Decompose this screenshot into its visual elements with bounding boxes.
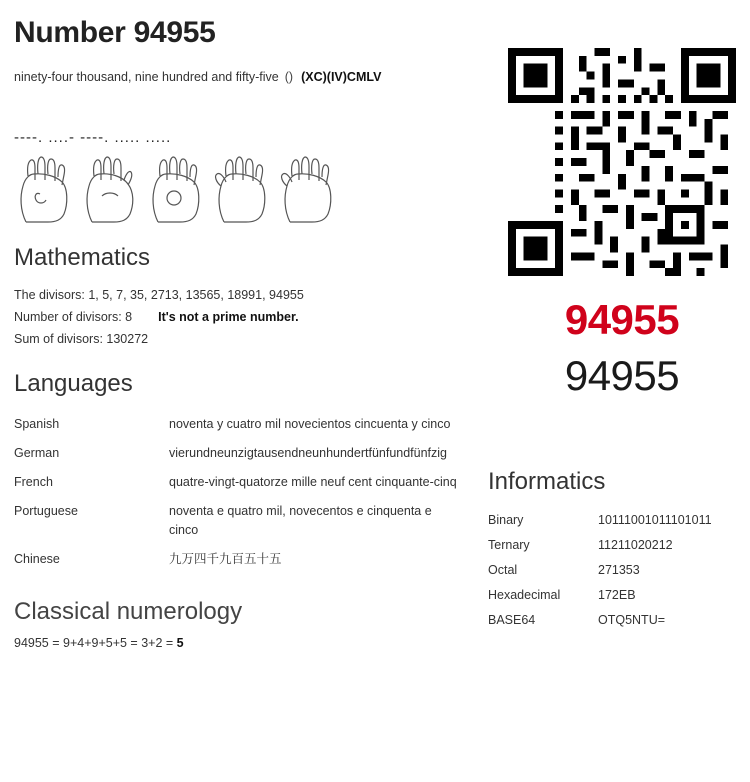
informatics-key: Binary (488, 513, 524, 527)
hand-icon-4 (80, 154, 142, 224)
language-name: German (14, 446, 60, 460)
language-value: noventa e quatro mil, novecentos e cinquenta e cinco (169, 504, 432, 537)
table-row (14, 545, 474, 574)
informatics-value: 172EB (598, 588, 636, 602)
hand-icon-9 (14, 154, 76, 224)
table-row (488, 583, 746, 608)
language-name: Chinese (14, 552, 60, 566)
numerology-expression: 94955 = 9+4+9+5+5 = 3+2 = (14, 636, 174, 650)
informatics-value: 10111001011101011 (598, 513, 712, 527)
table-row (14, 439, 474, 468)
informatics-value: 11211020212 (598, 538, 673, 552)
hand-icon-9b (146, 154, 208, 224)
mathematics-heading: Mathematics (14, 244, 151, 271)
divisor-sum: Sum of divisors: 130272 (14, 332, 149, 346)
languages-heading: Languages (14, 370, 133, 397)
language-value: noventa y cuatro mil novecientos cincuenta y cinco (169, 417, 451, 431)
words-parenthetical: () (284, 70, 294, 84)
informatics-key: Ternary (488, 538, 530, 552)
numerology-line (14, 636, 736, 650)
table-row (14, 497, 474, 545)
divisors-line: The divisors: 1, 5, 7, 35, 2713, 13565, 18991, 94955 (14, 288, 304, 302)
roman-numeral: (XC)(IV)CMLV (301, 70, 382, 84)
prime-note: It's not a prime number. (158, 310, 299, 324)
language-name: French (14, 475, 53, 489)
hand-icon-5b (278, 154, 340, 224)
informatics-key: BASE64 (488, 613, 536, 627)
informatics-block (488, 468, 746, 633)
words-text: ninety-four thousand, nine hundred and fifty-five (14, 70, 279, 84)
hand-icon-5 (212, 154, 274, 224)
informatics-key: Hexadecimal (488, 588, 561, 602)
number-display-black: 94955 (564, 352, 680, 399)
informatics-table (488, 508, 746, 633)
language-value: quatre-vingt-quatorze mille neuf cent cinquante-cinq (169, 475, 457, 489)
language-name: Portuguese (14, 504, 78, 518)
informatics-value: OTQ5NTU= (598, 613, 666, 627)
numerology-heading: Classical numerology (14, 598, 243, 625)
qr-code-image (508, 48, 736, 276)
table-row (14, 410, 474, 439)
divisor-count: Number of divisors: 8 (14, 310, 133, 324)
language-name: Spanish (14, 417, 60, 431)
number-display-red: 94955 (564, 296, 680, 343)
morse-code: ----. ....- ----. ..... ..... (14, 129, 172, 146)
page-title: Number 94955 (14, 16, 216, 49)
table-row (488, 608, 746, 633)
language-value: vierundneunzigtausendneunhundertfünfundfünfzig (169, 446, 448, 460)
informatics-value: 271353 (598, 563, 640, 577)
numerology-result: 5 (176, 636, 184, 650)
number-in-words (14, 68, 484, 87)
table-row (488, 558, 746, 583)
table-row (14, 468, 474, 497)
language-value: 九万四千九百五十五 (169, 552, 282, 566)
languages-table (14, 410, 474, 574)
table-row (488, 508, 746, 533)
informatics-key: Octal (488, 563, 518, 577)
informatics-heading: Informatics (488, 468, 606, 495)
table-row (488, 533, 746, 558)
